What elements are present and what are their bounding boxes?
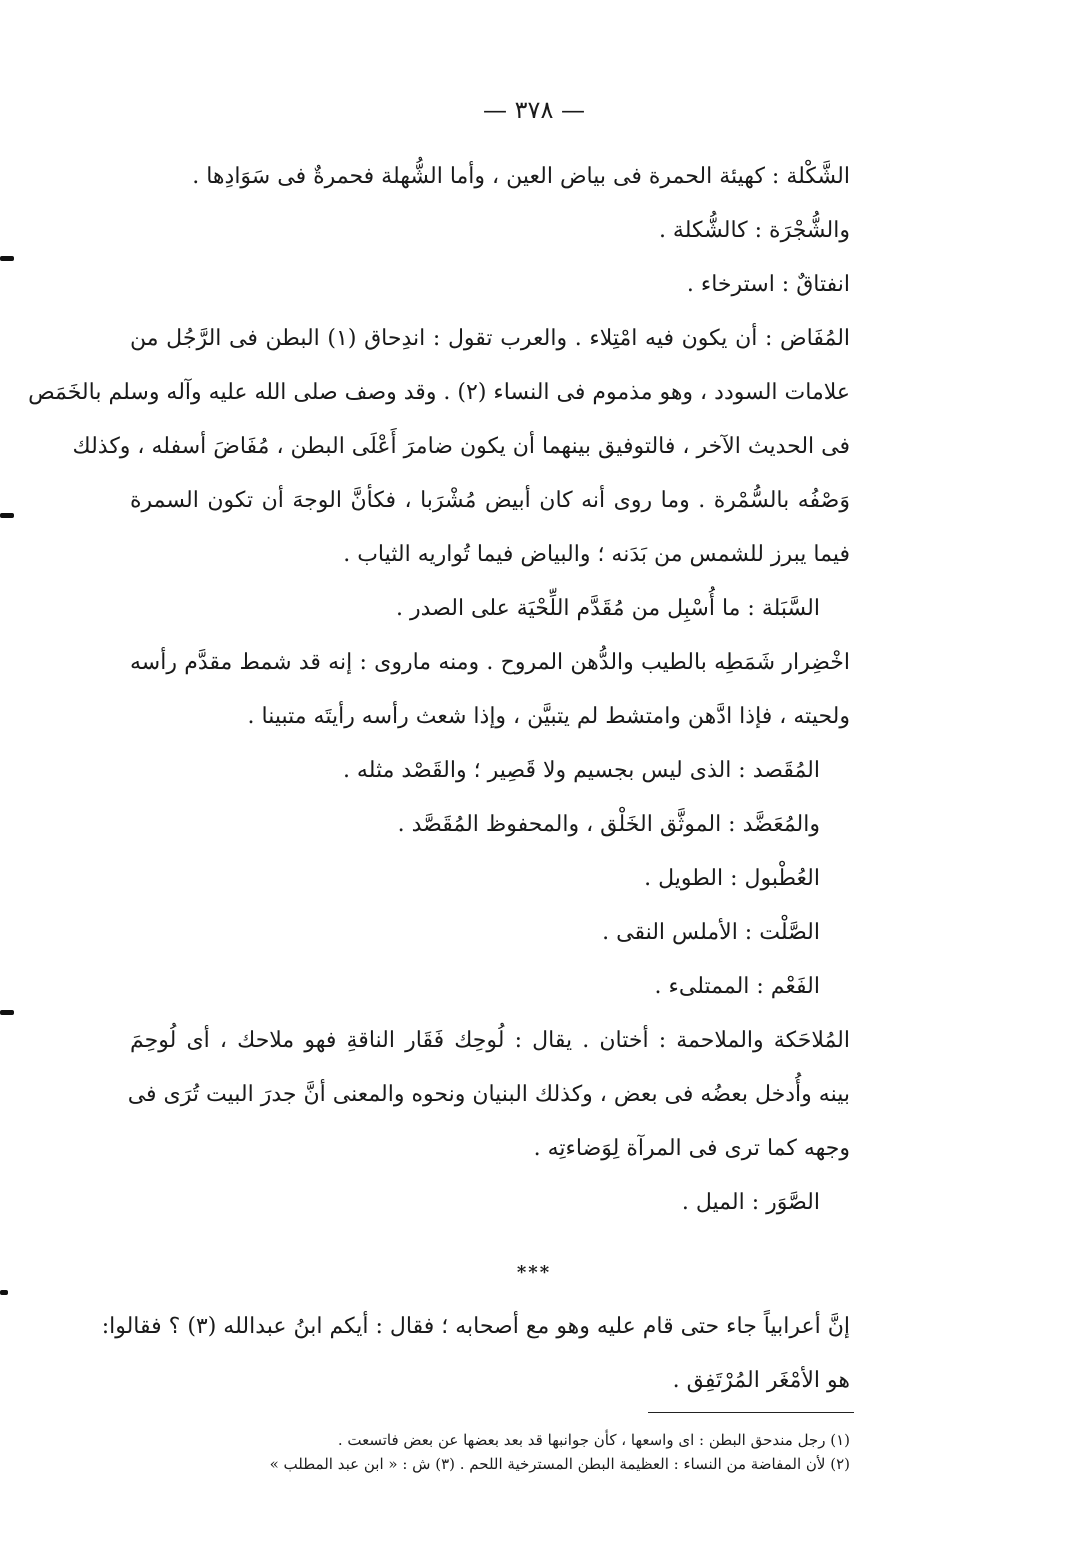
footnote: (١) رجل مندحق البطن : اى واسعها ، كأن جوانبها قد بعد بعضها عن بعض فاتسعت . (337, 1431, 850, 1449)
text-line: وجهه كما ترى فى المرآة لِوَضاءتِه . (533, 1136, 850, 1161)
text-line: الصَّوَر : الميل . (681, 1190, 820, 1215)
text-line: السَّبَلة : ما أُسْبِل من مُقَدَّم اللِّحْيَة على الصدر . (396, 596, 820, 621)
text-line: الفَعْم : الممتلىء . (654, 974, 820, 999)
text-line: فيما يبرز للشمس من بَدَنه ؛ والبياض فيما تُواريه الثياب . (343, 542, 850, 567)
text-line: والمُعَضَّد : الموثَّق الخَلْق ، والمحفوظ المُقَصَّد . (397, 812, 820, 837)
section-separator: *** (516, 1262, 552, 1283)
text-line: المُفَاض : أن يكون فيه امْتِلاء . والعرب تقول : اندِحاق (١) البطن فى الرَّجُل من (130, 326, 851, 351)
text-line: العُطْبول : الطويل . (644, 866, 820, 891)
footnote-divider (648, 1412, 854, 1413)
text-line: ولحيته ، فإذا ادَّهن وامتشط لم يتبيَّن ، وإذا شعث رأسه رأيتَه متبينا . (247, 704, 850, 729)
main-text (28, 150, 851, 1230)
text-line: علامات السودد ، وهو مذموم فى النساء (٢) . وقد وصف صلى الله عليه وآله وسلم بالخَمَص (28, 380, 850, 405)
text-line: إنَّ أعرابياً جاء حتى قام عليه وهو مع أصحابه ؛ فقال : أيكم ابنُ عبدالله (٣) ؟ فقالوا: (101, 1314, 850, 1339)
text-line: فى الحديث الآخر ، فالتوفيق بينهما أن يكون ضامرَ أَعْلَى البطن ، مُفَاضَ أسفله ، وكذلك (72, 434, 850, 459)
footnotes (150, 1428, 850, 1476)
margin-binding-mark (0, 1290, 8, 1295)
text-line: المُقَصد : الذى ليس بجسيم ولا قَصِير ؛ والقَصْد مثله . (342, 758, 820, 783)
text-line: الشَّكْلة : كهيئة الحمرة فى بياض العين ، وأما الشُّهلة فحمرةٌ فى سَوَادِها . (192, 164, 850, 189)
text-line: الصَّلْت : الأملس النقى . (602, 920, 820, 945)
page-number: — ٣٧٨ — (483, 96, 585, 124)
narrative-text (101, 1300, 850, 1408)
text-line: هو الأمْغَر المُرْتَفِق . (672, 1368, 850, 1393)
margin-binding-mark (0, 1010, 14, 1015)
margin-binding-mark (0, 513, 14, 518)
text-line: المُلاحَكة والملاحمة : أختان . يقال : لُوحِك فَقَار الناقةِ فهو ملاحك ، أى لُوحِمَ (130, 1028, 850, 1053)
text-line: بينه وأُدخل بعضُه فى بعض ، وكذلك البنيان ونحوه والمعنى أنَّ جدرَ البيت تُرَى فى (127, 1082, 850, 1107)
text-line: وَصْفُه بالسُّمْرة . وما روى أنه كان أبيض مُشْرَبا ، فكأنَّ الوجهَ أن تكون السمرة (130, 488, 850, 513)
text-line: اخْضِرار شَمَطِه بالطيب والدُّهن المروح . ومنه ماروى : إنه قد شمط مقدَّم رأسه (130, 650, 850, 675)
text-line: انفتاقٌ : استرخاء . (686, 272, 850, 297)
footnote: (٢) لأن المفاضة من النساء : العظيمة البطن المسترخية اللحم . (٣) ش : « ابن عبد المطلب » (269, 1455, 850, 1473)
margin-binding-mark (0, 256, 14, 261)
text-line: والشُّجْرَة : كالشُّكلة . (658, 218, 850, 243)
